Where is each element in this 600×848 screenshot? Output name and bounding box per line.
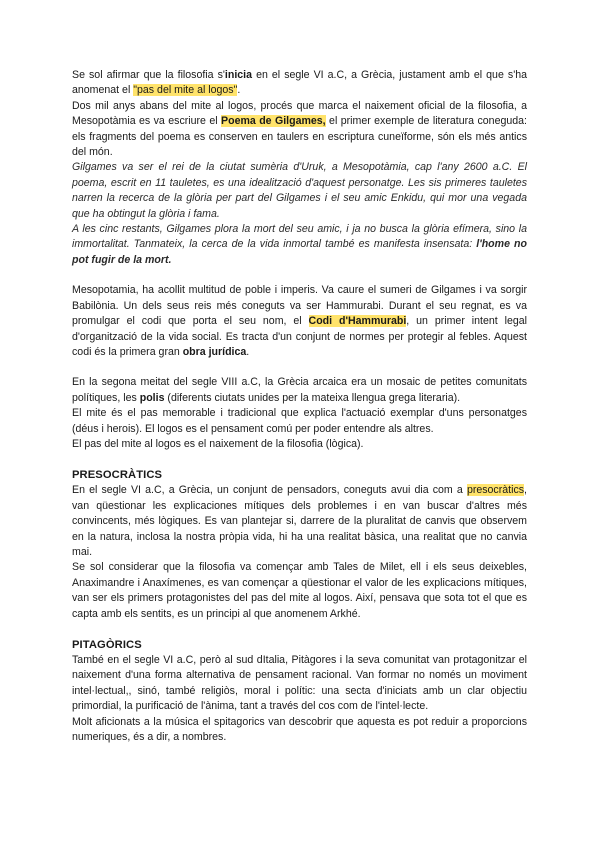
highlighted-term: "pas del mite al logos" — [133, 84, 238, 97]
text-run: , un primer intent legal d'organització de la vida social. Es tracta d'un conjunt de normes per protegir al febles. Aquest codi és la primera gran — [72, 315, 527, 358]
spacer — [72, 622, 527, 637]
text-run: A les cinc restants, Gilgames plora la mort del seu amic, i ja no busca la glòria efímera, sino la immortalitat. Tanmateix, la cerca de la vida inmortal també es manifesta insensata: — [72, 223, 527, 251]
presocratics-paragraph-2: Se sol considerar que la filosofia va començar amb Tales de Milet, ell i els seus deixebles, Anaximandre i Anaxímenes, es van començar a qüestionar el valor de les explicacions mítiques, van ser els primers protagonistes del pas del mite al logos. Així, pensava que sota tot el que es capta amb els sentits, es un principi al que anomenem Arkhé. — [72, 561, 527, 620]
text-run: Dos mil anys abans del mite al logos, procés que marca el naixement oficial de la filosofia, a Mesopotàmia es va escriure el — [72, 99, 527, 128]
grecia-paragraph-3: El pas del mite al logos es el naixement de la filosofia (lògica). — [72, 437, 364, 450]
highlighted-term: presocràtics — [466, 484, 525, 497]
text-run: , van qüestionar les explicaciones mítiques dels problemes i en van buscar d'altres més convincents, més lògiques. Es van plantejar si, darrere de la pluralitat de canvis que observem en la natura, inclosa la nostra pròpia vida, hi ha una realitat bàsica, una realitat que no canvia mai. — [72, 484, 527, 558]
gilgames-italic-paragraph-1: Gilgames va ser el rei de la ciutat sumèria d'Uruk, a Mesopotàmia, cap l'any 2600 a.C. El poema, escrit en 11 tauletes, es una idealització d'aquest personatge. Les sis primeres tauletes narren la recerca de la glòria per part del Gilgames i el seu amic Enkidu, qui mor una vegada que ha obtingut la glòria i fama. — [72, 161, 527, 220]
highlighted-term: Codi d'Hammurabi — [308, 315, 407, 328]
text-run: . — [237, 84, 241, 97]
text-run: (diferents ciutats unides per la mateixa llengua grega literaria). — [164, 391, 461, 404]
grecia-paragraph-2: El mite és el pas memorable i tradicional que explica l'actuació exemplar d'uns personatges (déus i herois). El logos es el pensament comú per poder entendre als altres. — [72, 407, 527, 435]
spacer — [72, 452, 527, 467]
presocratics-paragraph-1 — [72, 483, 527, 560]
bold-term: inicia — [224, 69, 253, 81]
text-run: En el segle VI a.C, a Grècia, un conjunt de pensadors, coneguts avui dia com a — [72, 484, 467, 497]
text-run: En la segona meitat del segle VIII a.C, la Grècia arcaica era un mosaic de petites comunitats polítiques, les — [72, 376, 527, 404]
grecia-paragraph-1 — [72, 375, 527, 406]
bold-term: polis — [139, 391, 165, 404]
intro-paragraph-1 — [72, 68, 527, 99]
section-heading-pitagorics: PITAGÒRICS — [72, 639, 142, 651]
text-run: . — [246, 345, 250, 358]
gilgames-italic-paragraph-2 — [72, 222, 527, 268]
text-run: Se sol afirmar que la filosofia s' — [72, 69, 225, 81]
mesopotamia-paragraph — [72, 283, 527, 360]
text-run: en el segle VI a.C, a Grècia, justament amb el que s'ha anomenat el — [72, 69, 527, 97]
pitagorics-paragraph-2: Molt aficionats a la música el spitagorics van descobrir que aquesta es pot reduir a proporcions numeriques, és a dir, a nombres. — [72, 715, 527, 744]
text-run: Mesopotamia, ha acollit multitud de poble i imperis. Va caure el sumeri de Gilgames i va sorgir Babilònia. Un dels seus reis més coneguts va ser Hammurabi. Durant el seu regnat, es va promulgar el codi que porta el seu nom, el — [72, 284, 527, 328]
bold-term: obra jurídica — [182, 345, 247, 358]
spacer — [72, 268, 527, 283]
document-body — [72, 68, 527, 745]
text-run: el primer exemple de literatura coneguda: els fragments del poema es conserven en taulers en escriptura cuneïforme, són els més antics del món. — [72, 115, 527, 159]
highlighted-term: Poema de Gilgames, — [221, 115, 326, 128]
intro-paragraph-2 — [72, 99, 527, 161]
section-heading-presocratics: PRESOCRÀTICS — [72, 469, 163, 482]
pitagorics-paragraph-1: També en el segle VI a.C, però al sud dItalia, Pitàgores i la seva comunitat van protagonitzar el naixement d'una forma alternativa de pensament racional. Van formar no només un moviment intel·lectual,, sinó, també religiòs, moral i polític: una secta d'iniciats amb un clar objectiu primordial, la purificació de l'ànima, tant a través del cos com de l'intel·lecte. — [72, 654, 527, 713]
spacer — [72, 360, 527, 375]
bold-conclusion: l'home no pot fugir de la mort. — [72, 238, 527, 266]
